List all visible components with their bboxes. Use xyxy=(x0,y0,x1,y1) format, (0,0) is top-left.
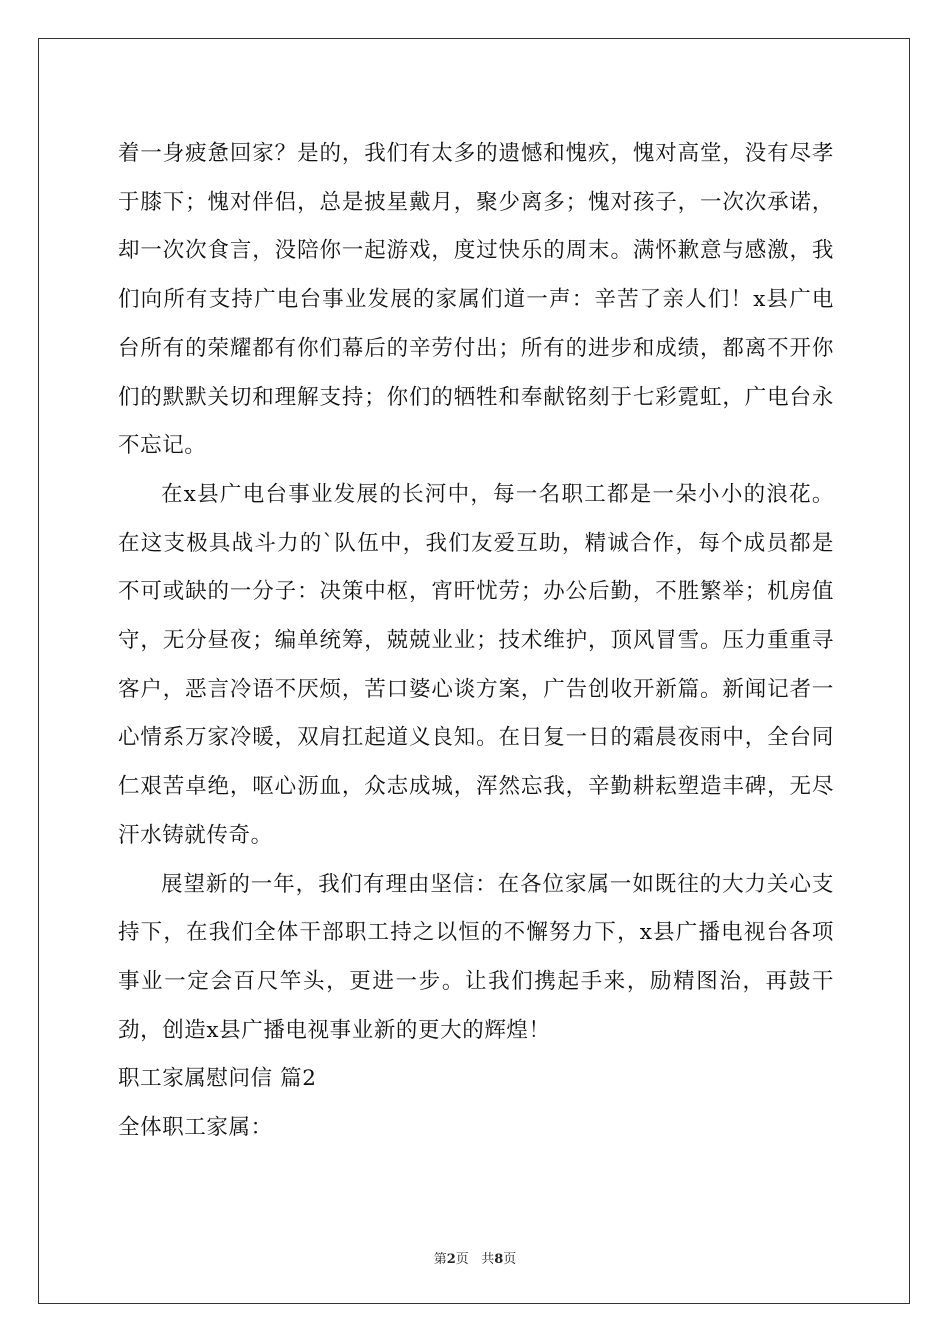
page-footer xyxy=(0,1248,950,1267)
section-title: 职工家属慰问信 篇2 xyxy=(118,1066,317,1092)
page-total: 8 xyxy=(494,1252,504,1267)
page-prefix: 第 xyxy=(433,1252,447,1267)
paragraph-3: 展望新的一年，我们有理由坚信：在各位家属一如既往的大力关心支持下，在我们全体干部职工持之以恒的不懈努力下，x县广播电视台各项事业一定会百尺竿头，更进一步。让我们携起手来，励精图治，再鼓干劲，创造x县广播电视事业新的更大的辉煌！ xyxy=(118,871,834,1043)
page-current: 2 xyxy=(446,1252,456,1267)
document-body xyxy=(118,130,834,1153)
total-prefix: 共 xyxy=(481,1252,495,1267)
total-suffix: 页 xyxy=(503,1252,517,1267)
paragraph-1: 着一身疲惫回家？是的，我们有太多的遗憾和愧疚，愧对高堂，没有尽孝于膝下；愧对伴侣，总是披星戴月，聚少离多；愧对孩子，一次次承诺，却一次次食言，没陪你一起游戏，度过快乐的周末。满怀歉意与感激，我们向所有支持广电台事业发展的家属们道一声：辛苦了亲人们！x县广电台所有的荣耀都有你们幕后的辛劳付出；所有的进步和成绩，都离不开你们的默默关切和理解支持；你们的牺牲和奉献铭刻于七彩霓虹，广电台永不忘记。 xyxy=(118,141,834,459)
salutation: 全体职工家属： xyxy=(118,1115,273,1141)
page-suffix: 页 xyxy=(455,1252,469,1267)
paragraph-2: 在x县广电台事业发展的长河中，每一名职工都是一朵小小的浪花。在这支极具战斗力的`队伍中，我们友爱互助，精诚合作，每个成员都是不可或缺的一分子：决策中枢，宵旰忧劳；办公后勤，不胜繁举；机房值守，无分昼夜；编单统筹，兢兢业业；技术维护，顶风冒雪。压力重重寻客户，恶言冷语不厌烦，苦口婆心谈方案，广告创收开新篇。新闻记者一心情系万家冷暖，双肩扛起道义良知。在日复一日的霜晨夜雨中，全台同仁艰苦卓绝，呕心沥血，众志成城，浑然忘我，辛勤耕耘塑造丰碑，无尽汗水铸就传奇。 xyxy=(118,481,834,848)
